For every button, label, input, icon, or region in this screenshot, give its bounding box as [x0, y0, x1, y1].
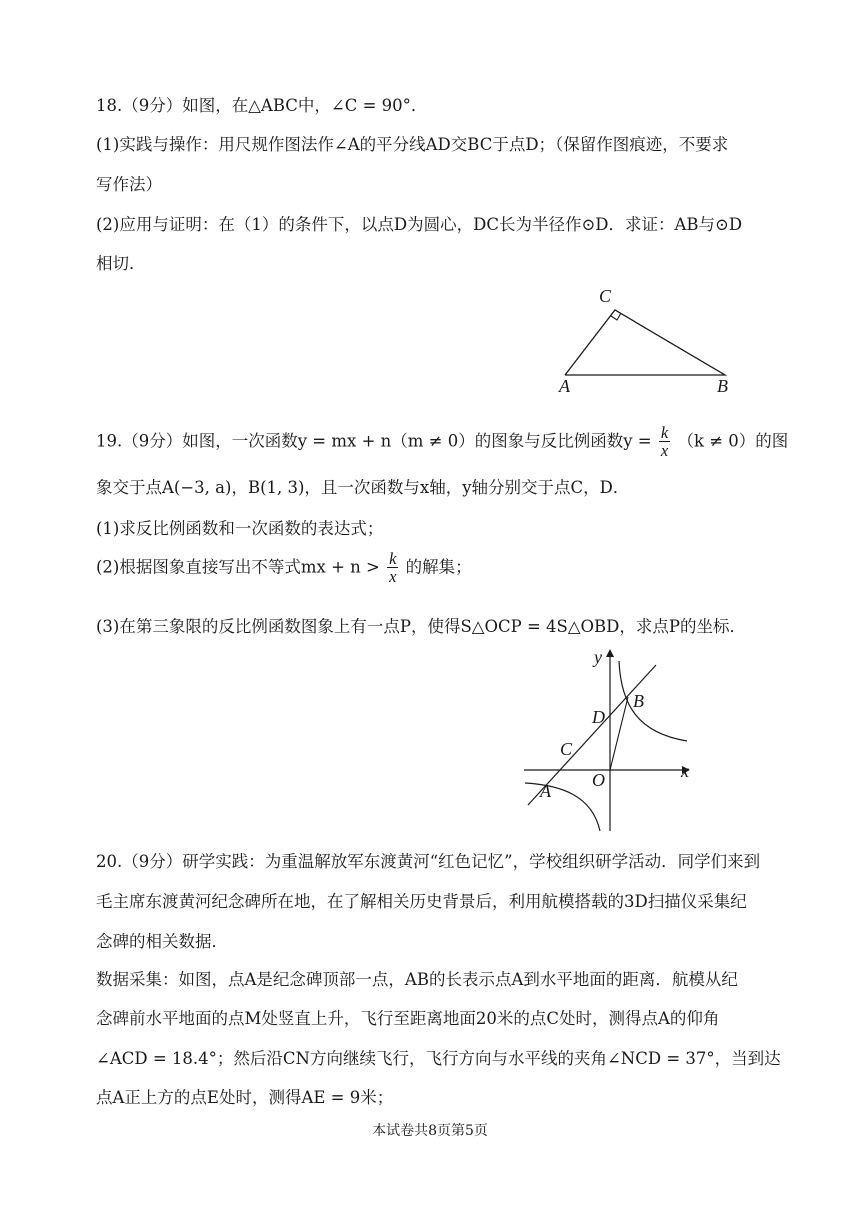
q19-line-4-b: 的解集；: [405, 557, 472, 577]
fraction-k-over-x-2: [387, 550, 398, 586]
q18-line-5: 相切．: [96, 254, 146, 273]
q19-line-3: (1)求反比例函数和一次函数的表达式；: [96, 519, 384, 538]
q20-line-2: 毛主席东渡黄河纪念碑所在地，在了解相关历史背景后，利用航模搭载的3D扫描仪采集纪: [96, 892, 747, 911]
q19-line-1-a: 19.（9分）如图，一次函数y = mx + n（m ≠ 0）的图象与反比例函数y =: [96, 431, 652, 451]
q20-line-6: ∠ACD = 18.4°；然后沿CN方向继续飞行，飞行方向与水平线的夹角∠NCD = 37°，当到达: [96, 1049, 781, 1068]
y-axis-arrow: [606, 649, 614, 657]
q20-line-4: 数据采集：如图，点A是纪念碑顶部一点，AB的长表示点A到水平地面的距离．航模从纪: [96, 970, 738, 989]
q19-line-1: [96, 424, 788, 460]
triangle-abc: [565, 310, 725, 375]
frac-den: x: [660, 441, 669, 461]
label-D: D: [592, 707, 605, 727]
q18-line-3: 写作法）: [96, 175, 162, 194]
hyperbola-branch-q3: [525, 783, 600, 831]
q18-triangle-figure: [555, 282, 755, 396]
q20-line-1: 20.（9分）研学实践：为重温解放军东渡黄河“红色记忆”，学校组织研学活动．同学们来到: [96, 852, 761, 871]
q19-line-1-b: （k ≠ 0）的图: [677, 431, 789, 451]
q20-line-7: 点A正上方的点E处时，测得AE = 9米；: [96, 1088, 394, 1107]
label-A: A: [540, 781, 551, 801]
label-C: C: [599, 286, 612, 306]
segment-ob: [610, 697, 628, 770]
label-B: B: [717, 376, 728, 396]
q18-line-1: 18.（9分）如图，在△ABC中，∠C = 90°．: [96, 96, 428, 115]
frac-num: k: [660, 423, 669, 442]
q19-function-graph: [520, 645, 720, 835]
label-O: O: [592, 770, 605, 790]
label-B: B: [633, 691, 644, 711]
q18-line-4: (2)应用与证明：在（1）的条件下，以点D为圆心，DC长为半径作⊙D．求证：AB与⊙D: [96, 215, 743, 234]
q19-line-5: (3)在第三象限的反比例函数图象上有一点P，使得S△OCP = 4S△OBD，求点P的坐标．: [96, 617, 747, 636]
q18-line-2: (1)实践与操作：用尺规作图法作∠A的平分线AD交BC于点D；（保留作图痕迹，不要求: [96, 135, 729, 154]
q19-line-4: [96, 550, 472, 586]
fraction-k-over-x: [659, 424, 670, 460]
hyperbola-branch-q1: [619, 661, 687, 741]
frac-num: k: [389, 549, 397, 568]
label-A: A: [559, 376, 570, 396]
q20-line-5: 念碑前水平地面的点M处竖直上升，飞行至距离地面20米的点C处时，测得点A的仰角: [96, 1009, 720, 1028]
q20-line-3: 念碑的相关数据．: [96, 932, 228, 951]
q19-line-4-a: (2)根据图象直接写出不等式mx + n >: [96, 557, 380, 577]
label-y: y: [594, 647, 602, 667]
q19-line-2: 象交于点A(−3, a)，B(1, 3)，且一次函数与x轴，y轴分别交于点C，D．: [96, 478, 630, 497]
frac-den: x: [389, 567, 397, 587]
label-C: C: [560, 739, 573, 759]
page-footer: 本试卷共8页第5页: [372, 1123, 488, 1139]
label-x: x: [681, 761, 689, 781]
